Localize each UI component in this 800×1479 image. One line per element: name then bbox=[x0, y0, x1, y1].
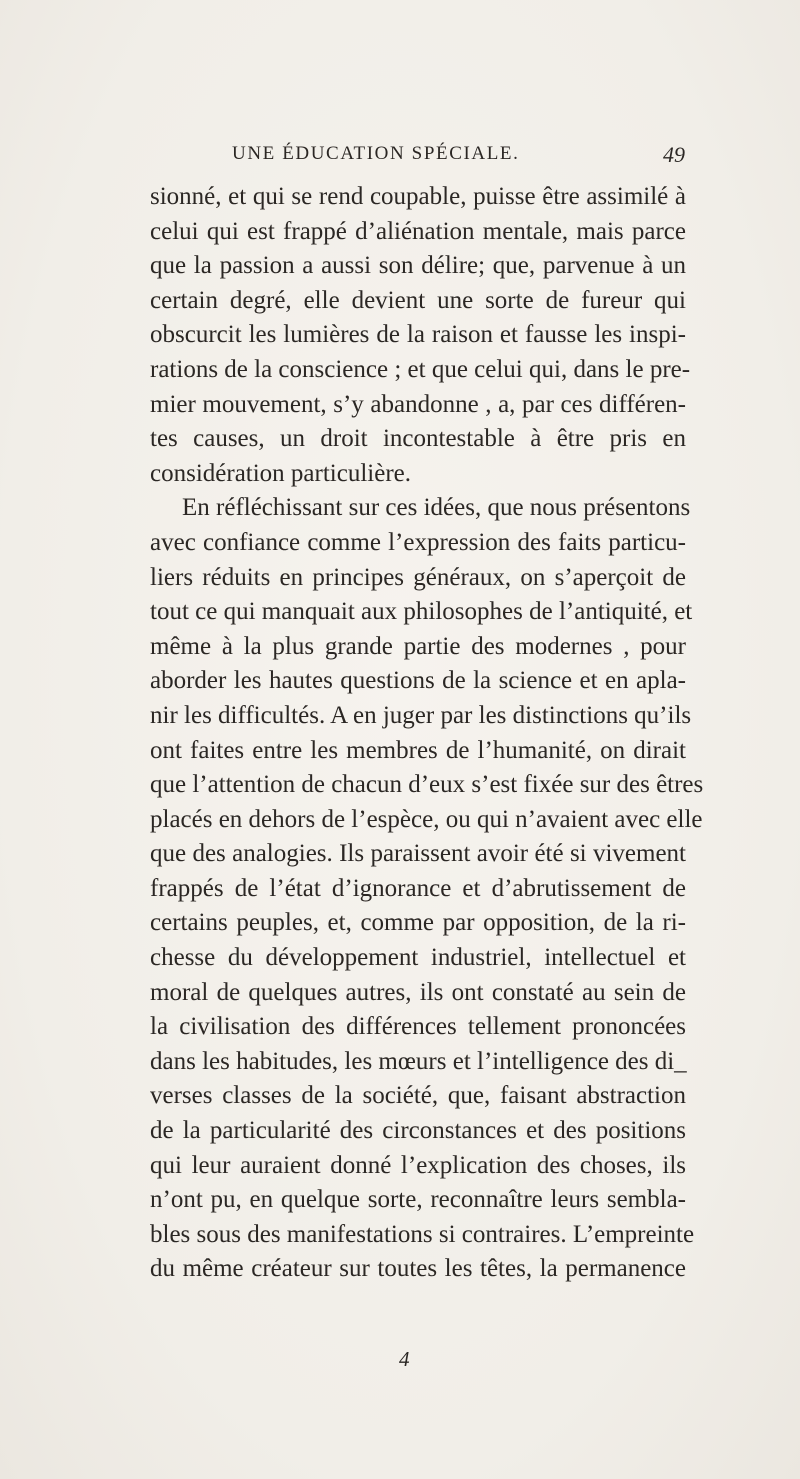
text-line: tes causes, un droit incontestable à être pris en bbox=[150, 425, 686, 453]
text-line: que des analogies. Ils paraissent avoir été si vivement bbox=[150, 840, 686, 868]
text-line: celui qui est frappé d’aliénation mentale, mais parce bbox=[150, 217, 686, 245]
running-title: UNE ÉDUCATION SPÉCIALE. bbox=[232, 143, 520, 164]
text-line: la civilisation des différences tellement prononcées bbox=[150, 1013, 686, 1041]
text-line: frappés de l’état d’ignorance et d’abrutissement de bbox=[150, 874, 686, 902]
text-line: En réfléchissant sur ces idées, que nous présentons bbox=[182, 494, 691, 522]
text-line: bles sous des manifestations si contraires. L’empreinte bbox=[150, 1220, 695, 1248]
text-line: sionné, et qui se rend coupable, puisse être assimilé à bbox=[150, 183, 686, 210]
text-line: de la particularité des circonstances et des positions bbox=[150, 1117, 686, 1145]
text-line: même à la plus grande partie des modernes , pour bbox=[150, 632, 686, 660]
body-text bbox=[150, 180, 704, 1287]
page-number: 49 bbox=[663, 142, 685, 167]
text-line: obscurcit les lumières de la raison et fausse les inspi- bbox=[150, 321, 686, 349]
signature-mark: 4 bbox=[399, 1347, 410, 1371]
text-line: aborder les hautes questions de la science et en apla- bbox=[150, 667, 686, 695]
text-line: moral de quelques autres, ils ont constaté au sein de bbox=[150, 978, 686, 1006]
text-line: considération particulière. bbox=[150, 459, 411, 487]
text-line: que la passion a aussi son délire; que, parvenue à un bbox=[150, 252, 686, 280]
running-head bbox=[150, 143, 685, 173]
text-line: que l’attention de chacun d’eux s’est fixée sur des êtres bbox=[150, 771, 704, 799]
text-line: rations de la conscience ; et que celui qui, dans le pre- bbox=[150, 355, 691, 383]
text-line: tout ce qui manquait aux philosophes de l’antiquité, et bbox=[150, 598, 693, 626]
text-line: n’ont pu, en quelque sorte, reconnaître leurs sembla- bbox=[150, 1186, 686, 1214]
text-line: placés en dehors de l’espèce, ou qui n’avaient avec elle bbox=[150, 805, 703, 833]
text-line: du même créateur sur toutes les têtes, la permanence bbox=[150, 1255, 686, 1283]
text-line: nir les difficultés. A en juger par les distinctions qu’ils bbox=[150, 701, 692, 729]
text-line: qui leur auraient donné l’explication des choses, ils bbox=[150, 1151, 686, 1179]
text-line: dans les habitudes, les mœurs et l’intelligence des di_ bbox=[150, 1047, 687, 1075]
text-line: ont faites entre les membres de l’humanité, on dirait bbox=[150, 736, 686, 764]
text-line: certains peuples, et, comme par opposition, de la ri- bbox=[150, 909, 686, 937]
text-line: certain degré, elle devient une sorte de fureur qui bbox=[150, 286, 686, 314]
text-line: liers réduits en principes généraux, on s’aperçoit de bbox=[150, 563, 686, 591]
text-line: chesse du développement industriel, intellectuel et bbox=[150, 944, 686, 972]
text-line: mier mouvement, s’y abandonne , a, par ces différen- bbox=[150, 390, 686, 418]
text-line: avec confiance comme l’expression des faits particu- bbox=[150, 528, 686, 556]
text-line: verses classes de la société, que, faisant abstraction bbox=[150, 1082, 686, 1110]
